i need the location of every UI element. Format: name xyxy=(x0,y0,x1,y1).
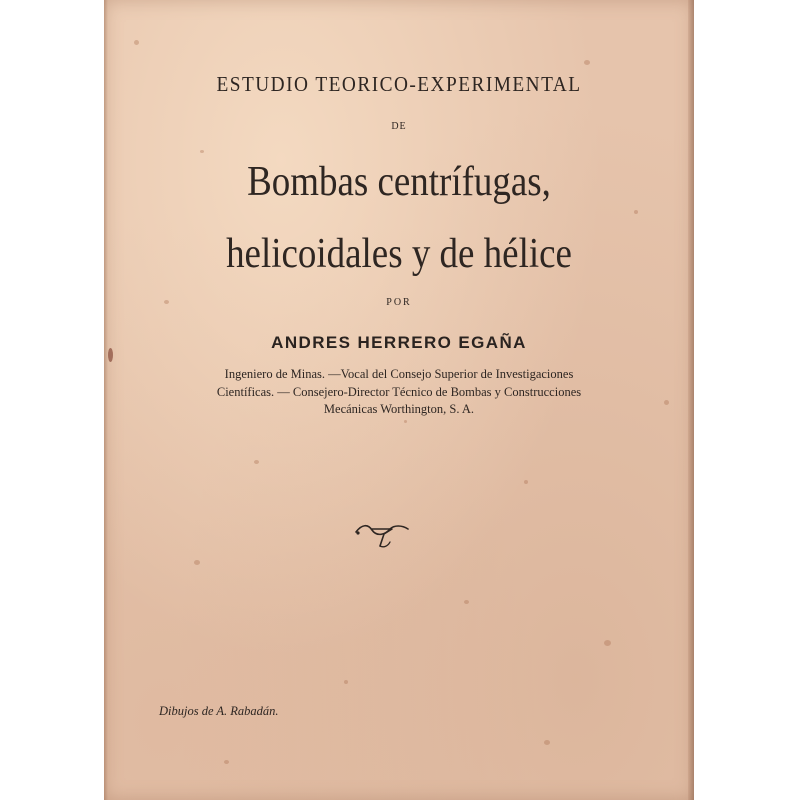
foxing-spot xyxy=(634,210,638,214)
printer-flourish-ornament-icon xyxy=(354,520,410,550)
foxing-spot xyxy=(464,600,469,604)
book-cover xyxy=(104,0,694,800)
foxing-spot xyxy=(544,740,550,745)
series-title: ESTUDIO TEORICO-EXPERIMENTAL xyxy=(216,72,582,96)
author-credential-line: Ingeniero de Minas. —Vocal del Consejo Superior de Investigaciones xyxy=(224,367,574,381)
main-title-line-2: helicoidales y de hélice xyxy=(226,231,572,277)
main-title-line-1: Bombas centrífugas, xyxy=(247,159,551,205)
foxing-spot xyxy=(194,560,200,565)
connector-de: DE xyxy=(391,121,407,132)
cover-left-edge xyxy=(104,0,108,800)
foxing-spot xyxy=(134,40,139,45)
illustrator-credit: Dibujos de A. Rabadán. xyxy=(159,704,279,718)
foxing-spot xyxy=(200,150,204,153)
foxing-spot xyxy=(584,60,590,65)
foxing-spot xyxy=(604,640,611,646)
author-credential-line: Científicas. — Consejero-Director Técnico de Bombas y Construcciones xyxy=(216,385,582,399)
author-credential-line: Mecánicas Worthington, S. A. xyxy=(323,402,475,416)
foxing-spot xyxy=(344,680,348,684)
foxing-spot xyxy=(224,760,229,764)
foxing-spot xyxy=(524,480,528,484)
foxing-spot xyxy=(254,460,259,464)
connector-por: POR xyxy=(386,297,412,308)
author-name: ANDRES HERRERO EGAÑA xyxy=(271,333,527,352)
cover-right-edge xyxy=(688,0,694,800)
foxing-spot xyxy=(404,420,407,423)
